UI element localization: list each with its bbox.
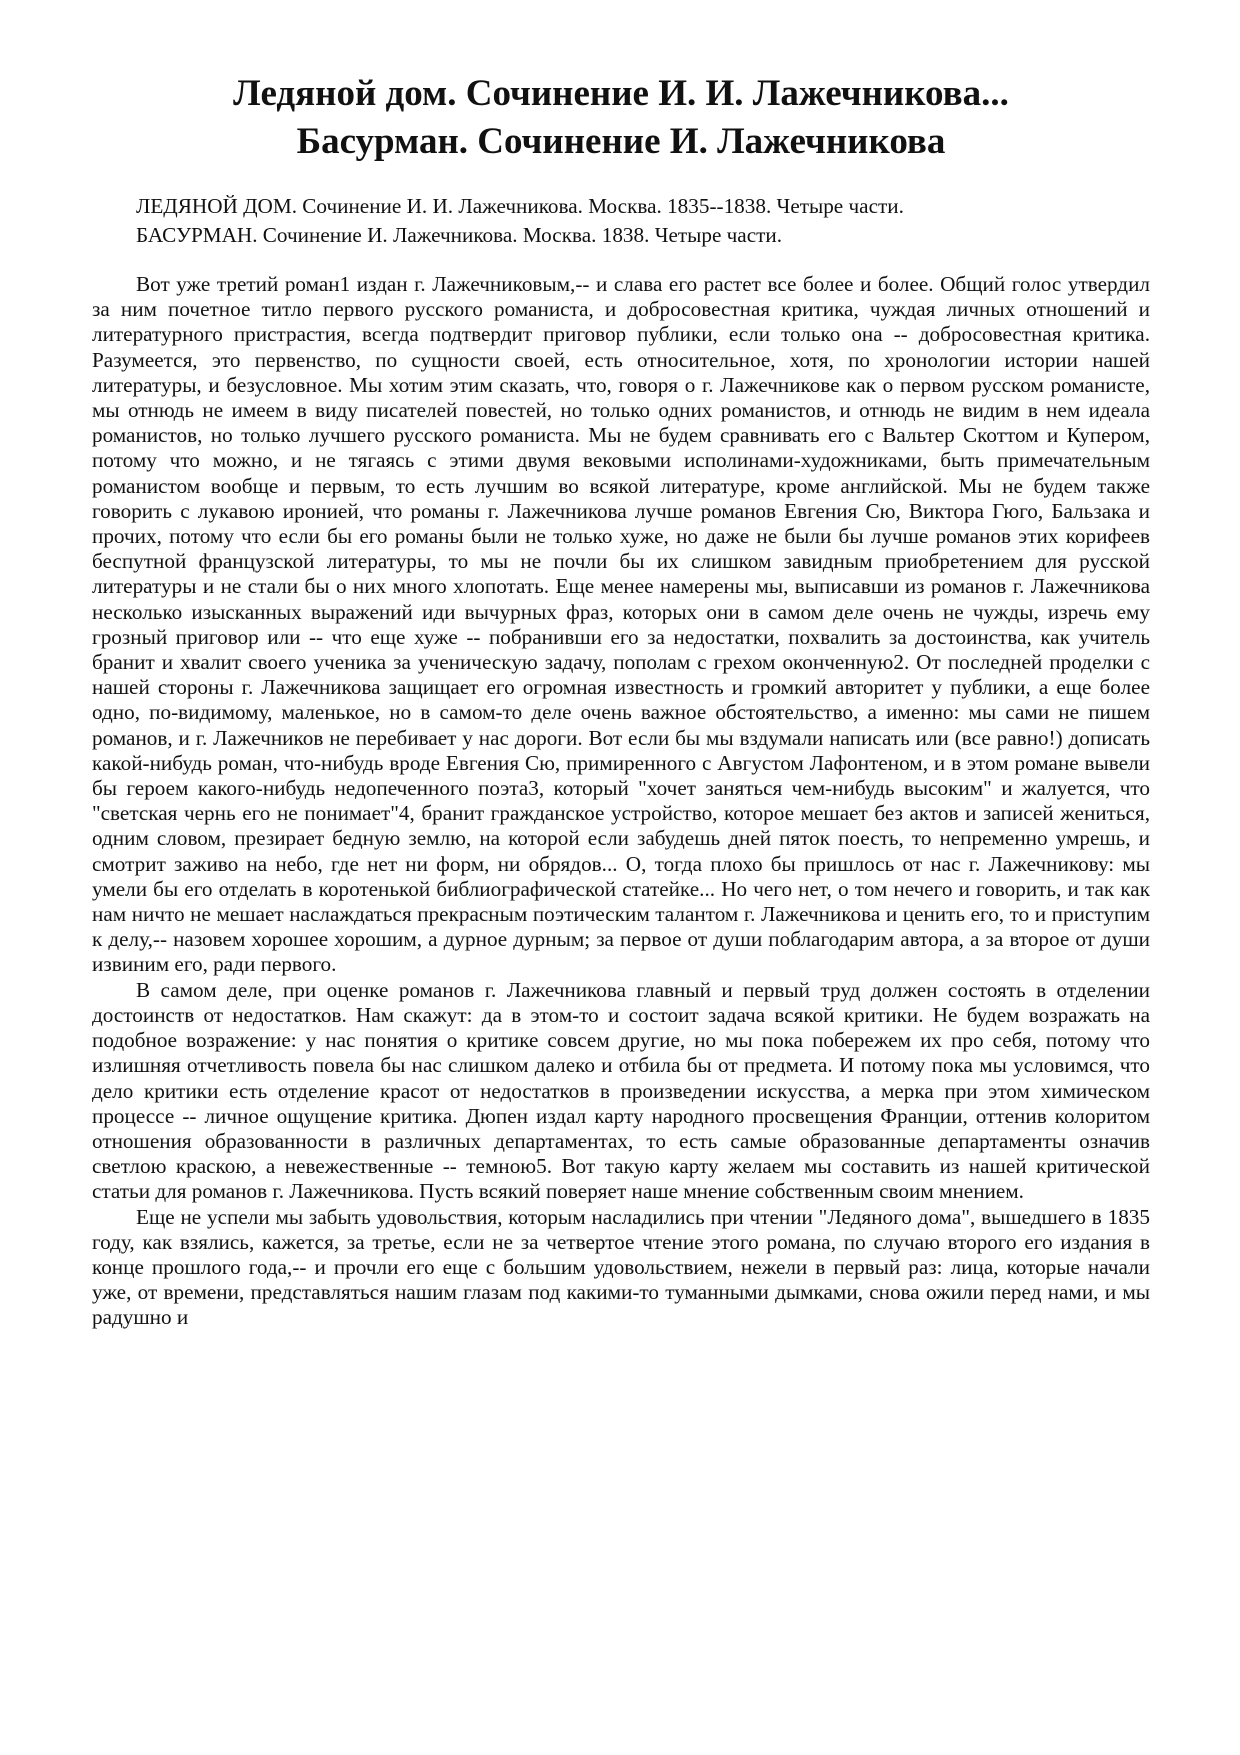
bibliographic-line-1: ЛЕДЯНОЙ ДОМ. Сочинение И. И. Лажечникова. Москва. 1835--1838. Четыре части. — [136, 194, 904, 218]
title-line-2: Басурман. Сочинение И. Лажечникова — [296, 121, 946, 162]
document-page — [92, 70, 1150, 1331]
document-title — [92, 70, 1150, 166]
article-body — [92, 272, 1150, 1331]
paragraph-2: В самом деле, при оценке романов г. Лажечникова главный и первый труд должен состоять в отделении достоинств от недостатков. Нам скажут: да в этом-то и состоит задача всякой критики. Не будем возражать на подобное возражение: у нас понятия о критике совсем другие, но мы пока побережем их про себя, потому что излишняя отчетливость повела бы нас слишком далеко и отбила бы от предмета. И потому пока мы условимся, что дело критики есть отделение красот от недостатков в произведении искусства, а мерка при этом химическом процессе -- личное ощущение критика. Дюпен издал карту народного просвещения Франции, оттенив колоритом отношения образованности в различных департаментах, то есть самые образованные департаменты означив светлою краскою, а невежественные -- темною5. Вот такую карту желаем мы составить из нашей критической статьи для романов г. Лажечникова. Пусть всякий поверяет наше мнение собственным своим мнением. — [92, 977, 1150, 1204]
title-line-1: Ледяной дом. Сочинение И. И. Лажечникова... — [233, 73, 1009, 114]
bibliographic-line-2: БАСУРМАН. Сочинение И. Лажечникова. Москва. 1838. Четыре части. — [136, 223, 783, 247]
paragraph-3: Еще не успели мы забыть удовольствия, которым насладились при чтении "Ледяного дома", вышедшего в 1835 году, как взялись, кажется, за третье, если не за четвертое чтение этого романа, по случаю второго его издания в конце прошлого года,-- и прочли его еще с большим удовольствием, нежели в первый раз: лица, которые начали уже, от времени, представляться нашим глазам под какими-то туманными дымками, снова ожили перед нами, и мы радушно и — [92, 1204, 1150, 1330]
bibliographic-header — [136, 192, 1150, 250]
paragraph-1: Вот уже третий роман1 издан г. Лажечниковым,-- и слава его растет все более и более. Общий голос утвердил за ним почетное титло первого русского романиста, и добросовестная критика, чуждая личных отношений и литературного пристрастия, всегда подтвердит приговор публики, если только она -- добросовестная критика. Разумеется, это первенство, по сущности своей, есть относительное, хотя, по хронологии истории нашей литературы, и безусловное. Мы хотим этим сказать, что, говоря о г. Лажечникове как о первом русском романисте, мы отнюдь не имеем в виду писателей повестей, но только одних романистов, и отнюдь не видим в нем идеала романистов, но только лучшего русского романиста. Мы не будем сравнивать его с Вальтер Скоттом и Купером, потому что можно, и не тягаясь с этими двумя вековыми исполинами-художниками, быть примечательным романистом вообще и первым, то есть лучшим во всякой литературе, кроме английской. Мы не будем также говорить с лукавою иронией, что романы г. Лажечникова лучше романов Евгения Сю, Виктора Гюго, Бальзака и прочих, потому что если бы его романы были не только хуже, но даже не были бы лучше романов этих корифеев беспутной французской литературы, то мы не почли бы их слишком завидным приобретением для русской литературы и не стали бы о них много хлопотать. Еще менее намерены мы, выписавши из романов г. Лажечникова несколько изысканных выражений иди вычурных фраз, которых они в самом деле очень не чужды, изречь ему грозный приговор или -- что еще хуже -- побранивши его за недостатки, похвалить за достоинства, как учитель бранит и хвалит своего ученика за ученическую задачу, пополам с грехом оконченную2. От последней проделки с нашей стороны г. Лажечникова защищает его огромная известность и громкий авторитет у публики, а еще более одно, по-видимому, маленькое, но в самом-то деле очень важное обстоятельство, а именно: мы сами не пишем романов, и г. Лажечников не перебивает у нас дороги. Вот если бы мы вздумали написать или (все равно!) дописать какой-нибудь роман, что-нибудь вроде Евгения Сю, примиренного с Августом Лафонтеном, и в этом романе вывели бы героем какого-нибудь недопеченного поэта3, который "хочет заняться чем-нибудь высоким" и жалуется, что "светская чернь его не понимает"4, бранит гражданское устройство, которое мешает без актов и записей жениться, одним словом, презирает бедную землю, на которой если забудешь дней пяток поесть, то непременно умрешь, и смотрит заживо на небо, где нет ни форм, ни обрядов... О, тогда плохо бы пришлось от нас г. Лажечникову: мы умели бы его отделать в коротенькой библиографической статейке... Но чего нет, о том нечего и говорить, и так как нам ничто не мешает наслаждаться прекрасным поэтическим талантом г. Лажечникова и ценить его, то и приступим к делу,-- назовем хорошее хорошим, а дурное дурным; за первое от души поблагодарим автора, а за второе от души извиним его, ради первого. — [92, 272, 1150, 977]
